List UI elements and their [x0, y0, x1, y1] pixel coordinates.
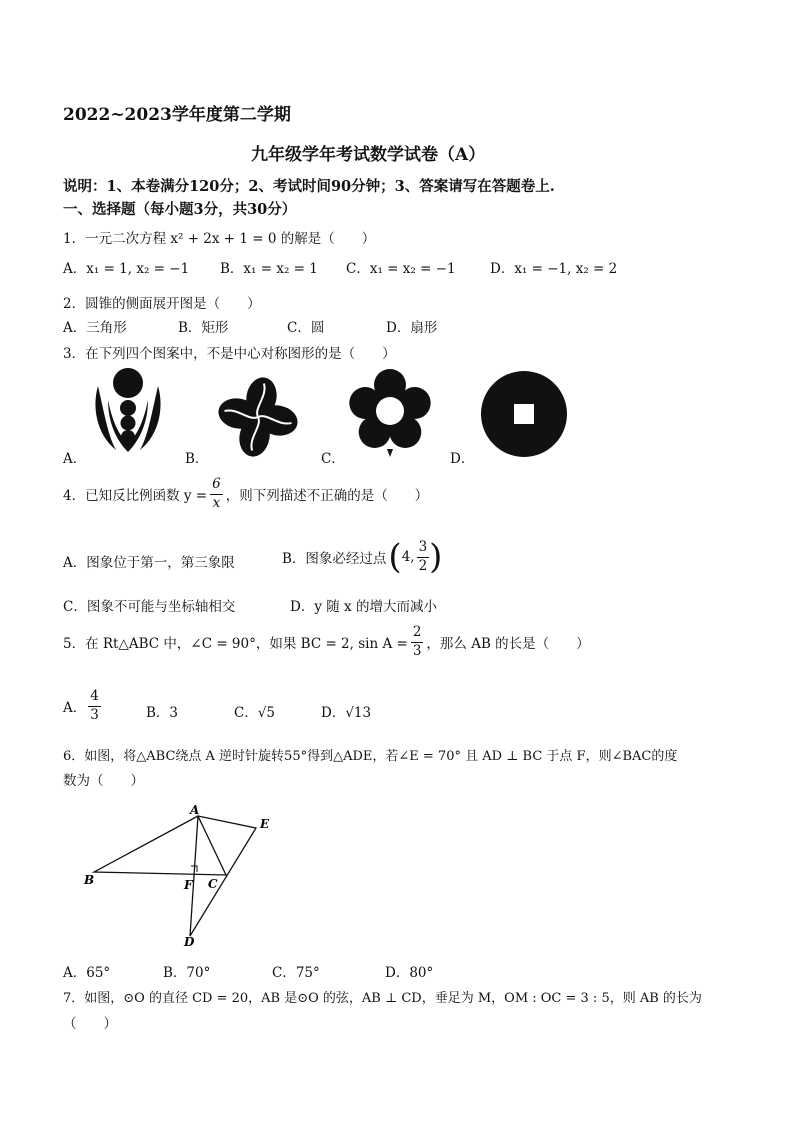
q2-option-b: B．矩形: [178, 320, 229, 336]
q5-option-a-den: 3: [90, 706, 99, 723]
q7-line2: （ ）: [63, 1016, 117, 1032]
figure-a-lotus-icon: [88, 366, 168, 456]
exam-title: 九年级学年考试数学试卷（A）: [251, 145, 486, 165]
q3-option-c: C．: [321, 451, 345, 467]
label-b: B: [84, 873, 95, 887]
triangle-abc: [94, 816, 226, 875]
q3-option-d: D．: [450, 451, 475, 467]
q6-line1: 6．如图，将△ABC绕点 A 逆时针旋转55°得到△ADE，若∠E = 70° 且 AD ⊥ BC 于点 F，则∠BAC的度: [63, 749, 678, 764]
q7-line1: 7．如图，⊙O 的直径 CD = 20，AB 是⊙O 的弦，AB ⊥ CD，垂足为 M，OM : OC = 3 : 5，则 AB 的长为: [63, 991, 702, 1006]
q5-frac-num: 2: [411, 626, 424, 643]
q1-stem: 1．一元二次方程 x² + 2x + 1 = 0 的解是（ ）: [63, 231, 376, 247]
q5-stem-post: ，那么 AB 的长是（ ）: [426, 636, 590, 652]
q4-stem: [63, 478, 428, 510]
q1-option-c: C．x₁ = x₂ = −1: [346, 261, 456, 277]
instructions: 说明：1、本卷满分120分；2、考试时间90分钟；3、答案请写在答题卷上.: [63, 178, 555, 195]
q4-stem-pre: 4．已知反比例函数 y =: [63, 488, 208, 504]
q2-option-d: D．扇形: [386, 320, 438, 336]
q5-option-a-num: 4: [88, 690, 101, 707]
q5-option-d: D．√13: [321, 705, 372, 721]
q5-option-c: C．√5: [234, 705, 276, 721]
figure-b-pinwheel-icon: [215, 374, 301, 460]
q5-fraction: [411, 626, 424, 658]
figure-c-flower-icon: [348, 368, 432, 458]
exam-year: 2022~2023学年度第二学期: [63, 105, 291, 125]
q5-option-a: [63, 690, 101, 722]
q4-point-den: 2: [418, 557, 428, 574]
q2-stem: 2．圆锥的侧面展开图是（ ）: [63, 296, 261, 312]
q4-option-b-text: B．图象必经过点: [282, 551, 387, 567]
label-f: F: [184, 878, 193, 892]
q4-frac-num: 6: [210, 478, 223, 495]
q5-frac-den: 3: [412, 642, 422, 659]
q5-option-a-label: A．: [63, 700, 87, 716]
q6-triangle-figure: [80, 800, 280, 950]
q4-stem-post: ，则下列描述不正确的是（ ）: [225, 488, 429, 504]
q1-option-d: D．x₁ = −1, x₂ = 2: [490, 261, 618, 277]
label-e: E: [260, 817, 270, 831]
q1-option-b: B．x₁ = x₂ = 1: [220, 261, 318, 277]
section-heading: 一、选择题（每小题3分，共30分）: [63, 201, 297, 218]
q3-stem: 3．在下列四个图案中，不是中心对称图形的是（ ）: [63, 346, 396, 362]
q6-option-d: D．80°: [385, 965, 434, 981]
label-c: C: [208, 877, 218, 891]
q4-option-a: A．图象位于第一，第三象限: [63, 555, 235, 571]
q6-line2: 数为（ ）: [63, 773, 144, 789]
q5-stem-pre: 5．在 Rt△ABC 中，∠C = 90°，如果 BC = 2, sin A =: [63, 636, 408, 652]
q5-option-a-frac: [88, 690, 101, 722]
q4-option-c: C．图象不可能与坐标轴相交: [63, 599, 236, 615]
q6-option-c: C．75°: [272, 965, 320, 981]
q4-frac-den: x: [212, 494, 221, 511]
q2-option-c: C．圆: [287, 320, 325, 336]
label-d: D: [184, 935, 195, 949]
q6-option-a: A．65°: [63, 965, 111, 981]
q3-option-b: B．: [185, 451, 209, 467]
q5-option-b: B．3: [146, 705, 179, 721]
figure-d-coin-icon: [478, 370, 570, 458]
q4-point-x: 4,: [401, 549, 415, 565]
q4-point-frac: [417, 541, 430, 573]
q4-point-num: 3: [417, 541, 430, 558]
q2-option-a: A．三角形: [63, 320, 127, 336]
q4-option-d: D．y 随 x 的增大而减小: [290, 599, 437, 615]
q4-fraction: [210, 478, 223, 510]
q5-stem: [63, 626, 590, 658]
q4-option-b: B．图象必经过点 ( 4, $\frac{3}{2}$ ): [282, 537, 443, 577]
q6-option-b: B．70°: [163, 965, 211, 981]
triangle-ade: [190, 816, 256, 936]
q3-option-a: A．: [63, 451, 87, 467]
q1-option-a: A．x₁ = 1, x₂ = −1: [63, 261, 190, 277]
label-a: A: [190, 803, 200, 817]
